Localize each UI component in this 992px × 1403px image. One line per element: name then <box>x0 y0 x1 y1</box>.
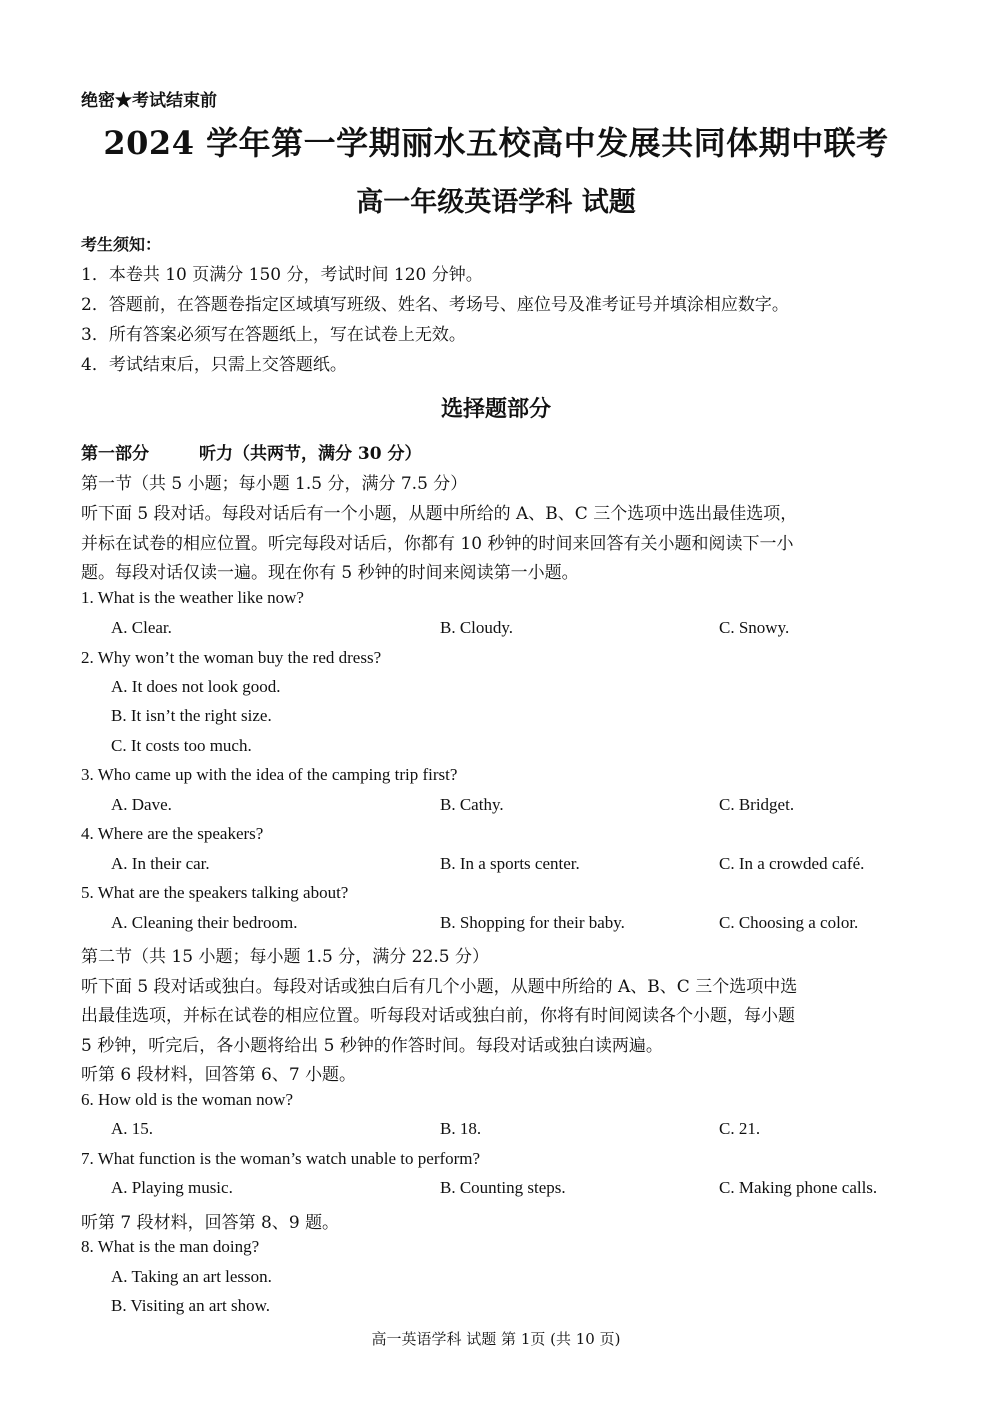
option-c: C. It costs too much. <box>111 736 252 755</box>
notice-heading: 考生须知： <box>81 235 162 254</box>
question-stem: 5. What are the speakers talking about? <box>81 883 349 902</box>
option-c: C. 21. <box>719 1119 761 1138</box>
notice-item: 4．考试结束后，只需上交答题纸。 <box>81 355 347 375</box>
option-b: B. 18. <box>440 1119 482 1138</box>
confidential-mark: 绝密★考试结束前 <box>81 91 217 111</box>
option-b: B. It isn’t the right size. <box>111 706 272 725</box>
option-a: A. It does not look good. <box>111 677 281 696</box>
part-title: 听力（共两节，满分 30 分） <box>199 444 422 464</box>
section2-instructions: 出最佳选项，并标在试卷的相应位置。听每段对话或独白前，你将有时间阅读各个小题，每小题 <box>81 1006 795 1026</box>
notice-item: 1．本卷共 10 页满分 150 分，考试时间 120 分钟。 <box>81 265 483 285</box>
page-footer: 高一英语学科 试题 第 1页 (共 10 页) <box>371 1330 621 1348</box>
section2-instructions: 听下面 5 段对话或独白。每段对话或独白后有几个小题，从题中所给的 A、B、C 三个选项中选 <box>81 977 798 997</box>
section1-heading: 第一节（共 5 小题；每小题 1.5 分，满分 7.5 分） <box>81 474 468 494</box>
material-note: 听第 6 段材料，回答第 6、7 小题。 <box>81 1065 357 1085</box>
question-stem: 2. Why won’t the woman buy the red dress? <box>81 648 382 667</box>
option-a: A. In their car. <box>111 854 210 873</box>
material-note: 听第 7 段材料，回答第 8、9 题。 <box>81 1213 340 1233</box>
question-stem: 6. How old is the woman now? <box>81 1090 294 1109</box>
question-stem: 4. Where are the speakers? <box>81 824 264 843</box>
section2-instructions: 5 秒钟，听完后，各小题将给出 5 秒钟的作答时间。每段对话或独白读两遍。 <box>81 1036 663 1056</box>
exam-title: 2024 学年第一学期丽水五校高中发展共同体期中联考 <box>103 124 889 162</box>
option-b: B. Counting steps. <box>440 1178 566 1197</box>
option-b: B. Cathy. <box>440 795 504 814</box>
option-c: C. In a crowded café. <box>719 854 865 873</box>
notice-item: 3．所有答案必须写在答题纸上，写在试卷上无效。 <box>81 325 466 345</box>
option-b: B. In a sports center. <box>440 854 580 873</box>
section1-instructions: 并标在试卷的相应位置。听完每段对话后，你都有 10 秒钟的时间来回答有关小题和阅读下一小 <box>81 534 794 554</box>
section1-instructions: 题。每段对话仅读一遍。现在你有 5 秒钟的时间来阅读第一小题。 <box>81 563 579 583</box>
option-a: A. Dave. <box>111 795 172 814</box>
option-a: A. 15. <box>111 1119 154 1138</box>
section-title: 选择题部分 <box>440 396 551 422</box>
exam-subtitle: 高一年级英语学科 试题 <box>356 187 636 218</box>
option-c: C. Bridget. <box>719 795 795 814</box>
option-a: A. Taking an art lesson. <box>111 1267 272 1286</box>
option-a: A. Cleaning their bedroom. <box>111 913 298 932</box>
option-c: C. Making phone calls. <box>719 1178 878 1197</box>
option-b: B. Cloudy. <box>440 618 514 637</box>
question-stem: 8. What is the man doing? <box>81 1237 260 1256</box>
option-a: A. Clear. <box>111 618 172 637</box>
option-b: B. Shopping for their baby. <box>440 913 625 932</box>
part-heading <box>81 439 422 464</box>
option-a: A. Playing music. <box>111 1178 233 1197</box>
question-stem: 1. What is the weather like now? <box>81 588 304 607</box>
question-stem: 7. What function is the woman’s watch unable to perform? <box>81 1149 481 1168</box>
option-c: C. Snowy. <box>719 618 790 637</box>
question-stem: 3. Who came up with the idea of the camping trip first? <box>81 765 458 784</box>
part-label: 第一部分 <box>81 444 149 464</box>
option-c: C. Choosing a color. <box>719 913 859 932</box>
section2-heading: 第二节（共 15 小题；每小题 1.5 分，满分 22.5 分） <box>81 947 489 967</box>
section1-instructions: 听下面 5 段对话。每段对话后有一个小题，从题中所给的 A、B、C 三个选项中选出最佳选项， <box>81 504 798 524</box>
option-b: B. Visiting an art show. <box>111 1296 271 1315</box>
notice-item: 2．答题前，在答题卷指定区域填写班级、姓名、考场号、座位号及准考证号并填涂相应数字。 <box>81 295 789 315</box>
